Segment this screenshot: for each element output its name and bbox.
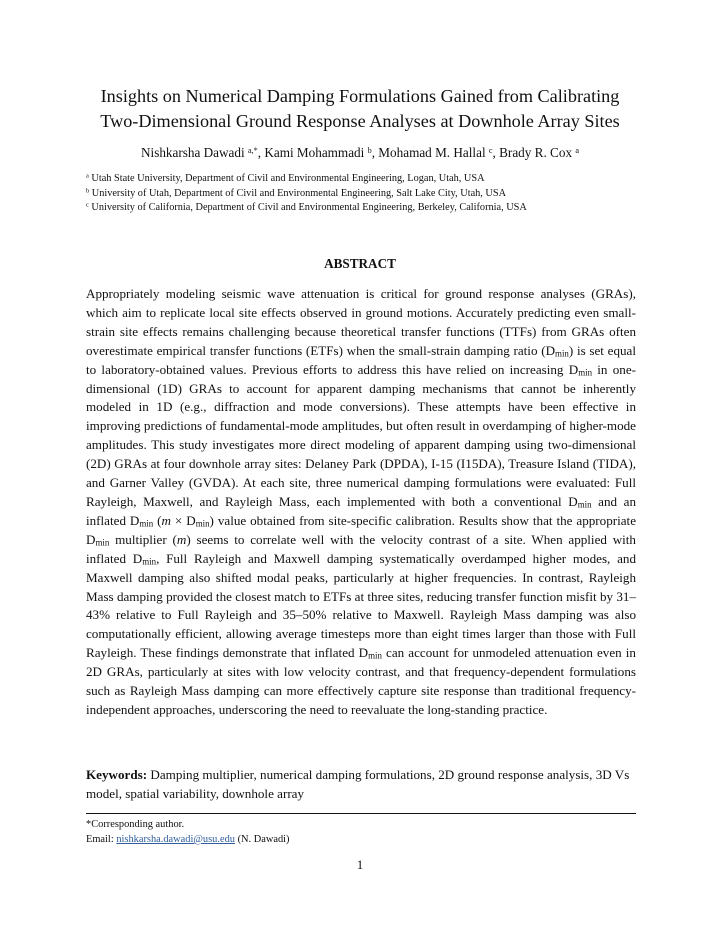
- symbol-dmin: $D_{min}$: [568, 493, 592, 510]
- author: [141, 145, 258, 160]
- symbol-subscript: min: [577, 499, 592, 510]
- page-number: 1: [356, 857, 364, 872]
- footnote-divider: [86, 813, 636, 814]
- author-affiliation-mark: b: [367, 145, 372, 155]
- author: [499, 145, 579, 160]
- affiliation-mark: c: [86, 201, 89, 209]
- author-name: Kami Mohammadi: [264, 145, 365, 160]
- footnote-email-suffix: (N. Dawadi): [237, 834, 290, 845]
- symbol-subscript: min: [142, 556, 157, 567]
- multiplier-symbol: m: [176, 531, 187, 547]
- author-name: Brady R. Cox: [499, 145, 573, 160]
- author-affiliation-mark: a,*: [247, 145, 258, 155]
- author-affiliation-mark: a: [575, 145, 579, 155]
- symbol-dmin: $D_{min}$: [568, 361, 593, 378]
- abstract-body: Appropriately modeling seismic wave attenuation is critical for ground response analyses (GRAs), which aim to replicate local site effects observed in ground motions. Accurately predicting even small-strain site effects remains challenging because theoretical transfer functions (TTFs) from GRAs often overestimate empirical transfer functions (ETFs) when the small-strain damping ratio $(D_{min})$ is set equal to laboratory-obtained values. Previous efforts to address this have relied on increasing $D_{min}$ in one-dimensional (1D) GRAs to account for apparent damping mechanisms that cannot be inherently modeled in 1D (e.g., diffraction and mode conversions). These attempts have been effective in improving predictions of fundamental-mode amplitudes, but often result in overdamping of higher-mode amplitudes. This study investigates more direct modeling of apparent damping using two-dimensional (2D) GRAs at four downhole array sites: Delaney Park (DPDA), I-15 (I15DA), Treasure Island (TIDA), and Garner Valley (GVDA). At each site, three numerical damping formulations were evaluated: Full Rayleigh, Maxwell, and Rayleigh Mass, each implemented with both a conventional $D_{min}$ and an inflated $D_{min}$ $(m \times D_{min})$ value obtained from site-specific calibration. Results show that the appropriate $D_{min}$ multiplier (m) seems to correlate well with the velocity contrast of a site. When applied with inflated $D_{min}$, Full Rayleigh and Maxwell damping systematically overdamped higher modes, and Maxwell damping also shifted modal peaks, particularly at higher frequencies. In contrast, Rayleigh Mass damping provided the closest match to ETFs at three sites, reducing transfer function misfit by 31–43% relative to Full Rayleigh and 35–50% relative to Maxwell. Rayleigh Mass damping was also computationally efficient, allowing average timesteps more than eight times larger than those with Full Rayleigh. These findings demonstrate that inflated $D_{min}$ can account for unmodeled attenuation even in 2D GRAs, particularly at sites with low velocity contrast, and that frequency-dependent formulations such as Rayleigh Mass damping can more effectively capture site response than traditional frequency-independent approaches, underscoring the need to reevaluate the long-standing practice.: [86, 286, 637, 717]
- author-name: Nishkarsha Dawadi: [141, 145, 245, 160]
- author-affiliation-mark: c: [488, 145, 493, 155]
- paper-title: [60, 84, 660, 134]
- affiliation-text: University of California, Department of Civil and Environmental Engineering, Berkeley, California, USA: [91, 202, 527, 213]
- abstract-heading: ABSTRACT: [324, 256, 396, 271]
- keywords-text: Damping multiplier, numerical damping formulations, 2D ground response analysis, 3D Vs model, spatial variability, downhole array: [86, 767, 630, 801]
- symbol-subscript: min: [195, 518, 210, 529]
- symbol-subscript: min: [95, 537, 110, 548]
- affiliation-text: Utah State University, Department of Civil and Environmental Engineering, Logan, Utah, USA: [91, 173, 485, 184]
- affiliation-list: [86, 172, 527, 216]
- affiliation-text: University of Utah, Department of Civil and Environmental Engineering, Salt Lake City, Utah, USA: [91, 187, 507, 199]
- author: [378, 145, 492, 160]
- footnote-corresponding: *Corresponding author.: [86, 819, 185, 830]
- symbol-subscript: min: [555, 348, 569, 359]
- affiliation: [86, 172, 527, 187]
- multiplier-symbol: m: [161, 512, 171, 528]
- symbol-subscript: min: [139, 518, 154, 529]
- title-line-2: Two-Dimensional Ground Response Analyses at Downhole Array Sites: [100, 111, 620, 131]
- email-link[interactable]: nishkarsha.dawadi@usu.edu: [116, 834, 235, 845]
- keywords-label: Keywords:: [86, 767, 148, 782]
- symbol-subscript: min: [368, 650, 382, 661]
- footnote: [86, 817, 290, 847]
- affiliation-mark: a: [86, 172, 89, 180]
- symbol-subscript: min: [578, 367, 593, 378]
- affiliation: [86, 201, 527, 216]
- keywords: [86, 766, 636, 804]
- symbol-dmin: $D_{min}$: [132, 550, 157, 567]
- footnote-email-label: Email:: [86, 834, 114, 845]
- author: [264, 145, 371, 160]
- footnote-email-line: [86, 832, 290, 847]
- symbol-dmin: $D_{min}$: [129, 512, 154, 529]
- author-name: Mohamad M. Hallal: [378, 145, 486, 160]
- symbol-dmin: $D_{min}$: [86, 531, 110, 548]
- affiliation-mark: b: [86, 187, 90, 195]
- author-list: Nishkarsha Dawadi $^{a,*}$, Kami Mohammadi $^b$, Mohamad M. Hallal $^c$, Brady R. Cox $^a$: [141, 145, 579, 160]
- title-line-1: Insights on Numerical Damping Formulations Gained from Calibrating: [100, 86, 620, 106]
- symbol-dmin: $D_{min}$: [358, 645, 382, 661]
- affiliation: [86, 187, 527, 202]
- symbol-dmin: $D_{min}$: [545, 342, 569, 359]
- symbol-dmin: $D_{min}$: [186, 512, 210, 529]
